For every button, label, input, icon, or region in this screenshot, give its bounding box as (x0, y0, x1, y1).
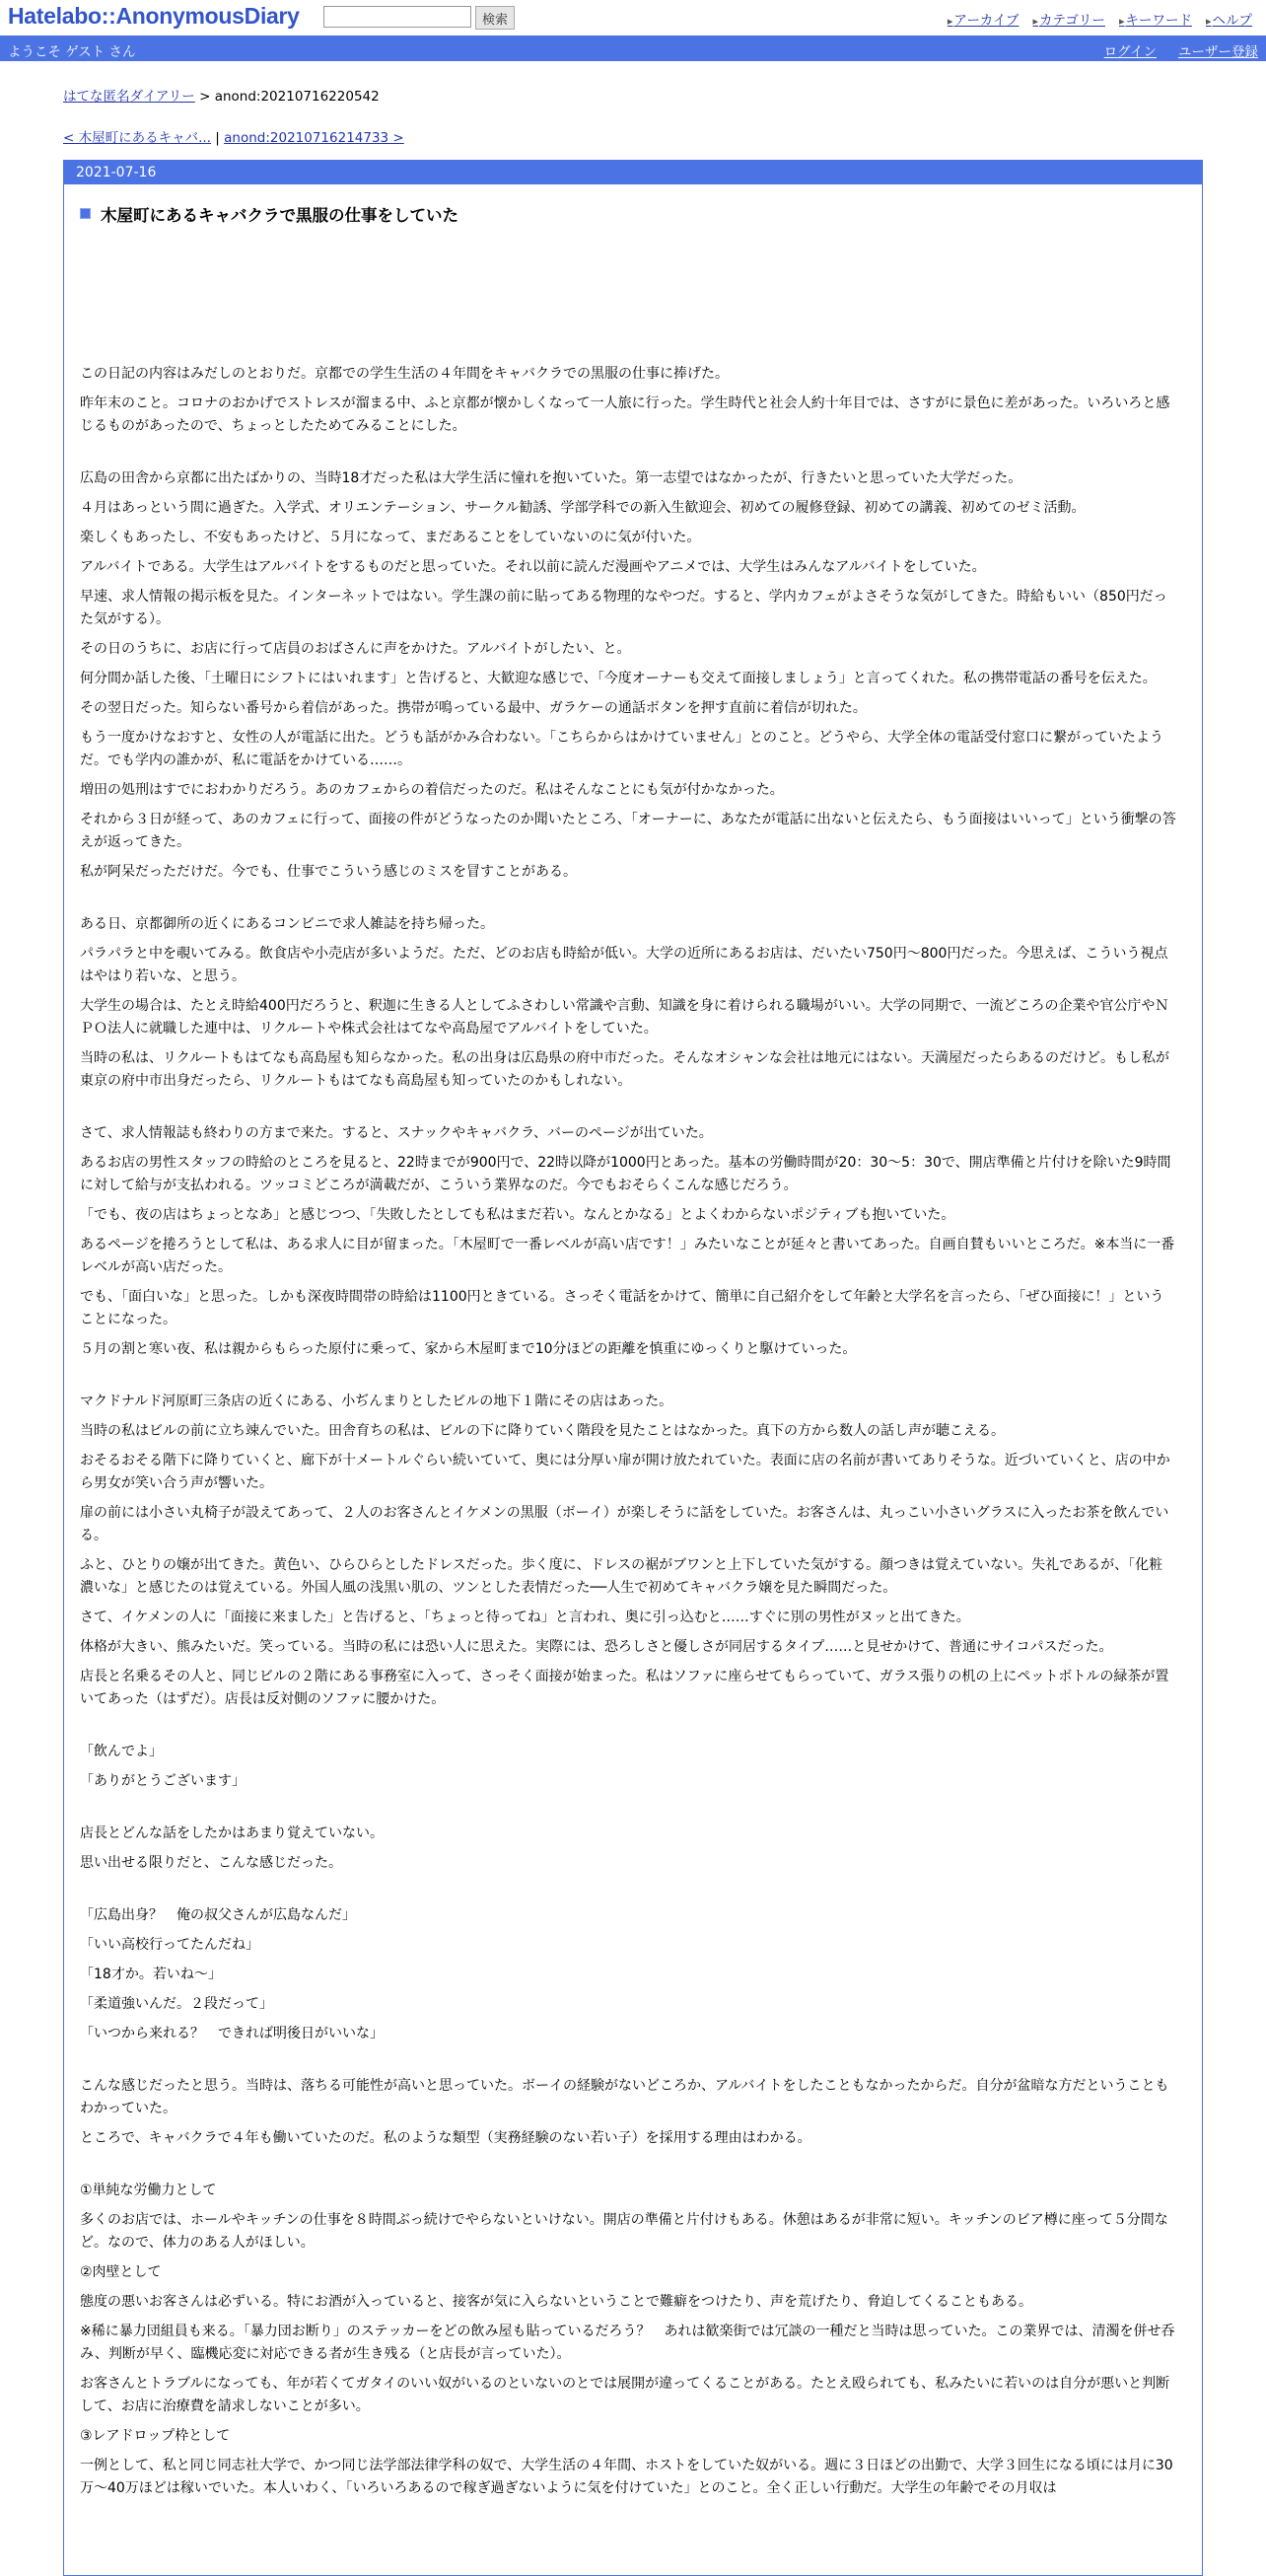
entry-paragraph: その翌日だった。知らない番号から着信があった。携帯が鳴っている最中、ガラケーの通話ボタンを押す直前に着信が切れた。 (80, 700, 867, 716)
entry-paragraph: ※稀に暴力団組員も来る。「暴力団お断り」のステッカーをどの飲み屋も貼っているだろう？ あれは歓楽街では冗談の一種だと当時は思っていた。この業界では、清濁を併せ呑み、判断が早く、臨機応変に対応できる者が生き残る（と店長が言っていた）。 (80, 2324, 1175, 2362)
entry-title-text: 木屋町にあるキャバクラで黒服の仕事をしていた (101, 206, 458, 225)
breadcrumb-current: anond:20210716220542 (214, 89, 380, 105)
entry-paragraph: 私が阿呆だっただけだ。今でも、仕事でこういう感じのミスを冒すことがある。 (80, 864, 577, 880)
entry-paragraph: この日記の内容はみだしのとおりだ。京都での学生生活の４年間をキャバクラでの黒服の仕事に捧げた。 (80, 366, 729, 382)
entry-paragraph: 昨年末のこと。コロナのおかげでストレスが溜まる中、ふと京都が懐かしくなって一人旅に行った。学生時代と社会人約十年目では、さすがに景色に差があった。いろいろと感じるものがあったので、ちょっとしたためてみることにした。 (80, 395, 1170, 434)
entry-paragraph: もう一度かけなおすと、女性の人が電話に出た。どうも話がかみ合わない。「こちらからはかけていません」とのこと。どうやら、大学全体の電話受付窓口に繋がっていたようだ。でも学内の誰かが、私に電話をかけている……。 (80, 730, 1163, 768)
entry-paragraph: 店長と名乗るその人と、同じビルの２階にある事務室に入って、さっそく面接が始まった。私はソファに座らせてもらっていて、ガラス張りの机の上にペットボトルの緑茶が置いてあった（はずだ）。店長は反対側のソファに腰かけた。 (80, 1669, 1169, 1707)
entry-paragraph: 体格が大きい、熊みたいだ。笑っている。当時の私には恐い人に思えた。実際には、恐ろしさと優しさが同居するタイプ……と見せかけて、普通にサイコパスだった。 (80, 1639, 1113, 1655)
entry-paragraph: ③レアドロップ枠として (80, 2428, 231, 2444)
entry-paragraph: ふと、ひとりの嬢が出てきた。黄色い、ひらひらとしたドレスだった。歩く度に、ドレスの裾がブワンと上下していた気がする。顔つきは覚えていない。失礼であるが、「化粧濃いな」と感じたのは覚えている。外国人風の浅黒い肌の、ツンとした表情だった──人生で初めてキャバクラ嬢を見た瞬間だった。 (80, 1557, 1163, 1596)
blank-line (80, 1800, 1176, 1823)
entry-paragraph: おそるおそる階下に降りていくと、廊下が十メートルぐらい続いていて、奥には分厚い扉が開け放たれていた。表面に店の名前が書いてありそうな。近づいていくと、店の中から男女が笑い合う声が響いた。 (80, 1453, 1170, 1491)
entry-paragraph: ５月の割と寒い夜、私は親からもらった原付に乗って、家から木屋町まで10分ほどの距離を慎重にゆっくりと駆けていった。 (80, 1341, 857, 1357)
pager-separator: | (210, 130, 225, 146)
entry-paragraph: 扉の前には小さい丸椅子が設えてあって、２人のお客さんとイケメンの黒服（ボーイ）が楽しそうに話をしていた。お客さんは、丸っこい小さいグラスに入ったお茶を飲んでいる。 (80, 1505, 1169, 1543)
site-logo[interactable]: Hatelabo::AnonymousDiary (8, 3, 300, 29)
nav-category-link[interactable]: ▸ カテゴリー (1032, 9, 1105, 29)
entry-paragraph: 大学生の場合は、たとえ時給400円だろうと、釈迦に生きる人としてふさわしい常識や言動、知識を身に着けられる職場がいい。大学の同期で、一流どころの企業や官公庁やＮＰＯ法人に就職した連中は、リクルートや株式会社はてなや高島屋でアルバイトをしていた。 (80, 998, 1169, 1037)
entry-paragraph: ②肉壁として (80, 2264, 162, 2280)
entry-paragraph: ある日、京都御所の近くにあるコンビニで求人雑誌を持ち帰った。 (80, 916, 494, 932)
blank-line (80, 2052, 1176, 2075)
nav-archive-link[interactable]: ▸ アーカイブ (948, 9, 1020, 29)
entry-paragraph: マクドナルド河原町三条店の近くにある、小ぢんまりとしたビルの地下１階にその店はあった。 (80, 1394, 673, 1409)
entry-paragraph: 店長とどんな話をしたかはあまり覚えていない。 (80, 1825, 384, 1841)
blank-line (80, 445, 1176, 467)
blank-line (80, 1100, 1176, 1122)
entry-paragraph: それから３日が経って、あのカフェに行って、面接の件がどうなったのか聞いたところ、「オーナーに、あなたが電話に出ないと伝えたら、もう面接はいいって」という衝撃の答えが返ってきた。 (80, 812, 1176, 850)
blank-line (80, 1882, 1176, 1904)
login-link[interactable]: ログイン (1103, 44, 1157, 60)
entry-paragraph: あるページを捲ろうとして私は、ある求人に目が留まった。「木屋町で一番レベルが高い店です！」みたいなことが延々と書いてあった。自画自賛もいいところだ。※本当に一番レベルが高い店だった。 (80, 1237, 1175, 1275)
entry-paragraph: さて、イケメンの人に「面接に来ました」と告げると、「ちょっと待ってね」と言われ、奥に引っ込むと……すぐに別の男性がヌッと出てきた。 (80, 1610, 970, 1625)
breadcrumb-home-link[interactable]: はてな匿名ダイアリー (63, 89, 195, 105)
entry-paragraph: 「ありがとうございます」 (80, 1773, 246, 1789)
entry-paragraph: こんな感じだったと思う。当時は、落ちる可能性が高いと思っていた。ボーイの経験がないどころか、アルバイトをしたこともなかったからだ。自分が盆暗な方だということもわかっていた。 (80, 2078, 1169, 2116)
entry-paragraph: 何分間か話した後、「土曜日にシフトにはいれます」と告げると、大歓迎な感じで、「今度オーナーも交えて面接しましょう」と言ってくれた。私の携帯電話の番号を伝えた。 (80, 671, 1157, 686)
entry-paragraph: パラパラと中を覗いてみる。飲食店や小売店が多いようだ。ただ、どのお店も時給が低い。大学の近所にあるお店は、だいたい750円～800円だった。今思えば、こういう視点はやはり若いな、と思う。 (80, 946, 1168, 984)
entry-paragraph: 楽しくもあったし、不安もあったけど、５月になって、まだあることをしていないのに気が付いた。 (80, 530, 701, 545)
entry-date: 2021-07-16 (64, 161, 1202, 184)
entry-paragraph: 「いつから来れる？ できれば明後日がいいな」 (80, 2026, 384, 2041)
header-nav (948, 9, 1252, 29)
blank-line (80, 1718, 1176, 1741)
entry-body (80, 363, 1176, 2507)
user-bar (0, 36, 1266, 61)
entry-paragraph: でも、「面白いな」と思った。しかも深夜時間帯の時給は1100円ときている。さっそく電話をかけて、簡単に自己紹介をして年齢と大学名を言ったら、「ぜひ面接に！」ということになった。 (80, 1289, 1164, 1327)
next-entry-link[interactable]: anond:20210716214733 > (224, 130, 404, 146)
breadcrumb (63, 85, 380, 105)
entry-paragraph: 「広島出身？ 俺の叔父さんが広島なんだ」 (80, 1907, 356, 1923)
prev-entry-link[interactable]: < 木屋町にあるキャバ... (63, 130, 211, 146)
blank-line (80, 2157, 1176, 2180)
entry-paragraph: お客さんとトラブルになっても、年が若くてガタイのいい奴がいるのといないのとでは展開が違ってくることがある。たとえ殴られても、私みたいに若いのは自分が悪いと判断して、お店に治療費を請求しないことが多い。 (80, 2376, 1170, 2414)
nav-keyword-link[interactable]: ▸ キーワード (1119, 9, 1192, 29)
welcome-text: ようこそ ゲスト さん (8, 44, 136, 60)
entry-paragraph: 「柔道強いんだ。２段だって」 (80, 1996, 273, 2012)
entry-paragraph: 広島の田舎から京都に出たばかりの、当時18才だった私は大学生活に憧れを抱いていた。第一志望ではなかったが、行きたいと思っていた大学だった。 (80, 470, 1022, 486)
entry-paragraph: 態度の悪いお客さんは必ずいる。特にお酒が入っていると、接客が気に入らないということで難癖をつけたり、声を荒げたり、脅迫してくることもある。 (80, 2294, 1032, 2310)
entry-paragraph: 増田の処刑はすでにおわかりだろう。あのカフェからの着信だったのだ。私はそんなことにも気が付かなかった。 (80, 782, 784, 798)
entry-paragraph: 多くのお店では、ホールやキッチンの仕事を８時間ぶっ続けでやらないといけない。開店の準備と片付けもある。休憩はあるが非常に短い。キッチンのビア樽に座って５分間など。なので、体力のある人がほしい。 (80, 2212, 1168, 2251)
diary-day (63, 160, 1203, 2576)
entry-paragraph: 「飲んでよ」 (80, 1744, 163, 1759)
entry-paragraph: ４月はあっという間に過ぎた。入学式、オリエンテーション、サークル勧誘、学部学科での新入生歓迎会、初めての履修登録、初めての講義、初めてのゼミ活動。 (80, 500, 1086, 516)
entry-paragraph: 早速、求人情報の掲示板を見た。インターネットではない。学生課の前に貼ってある物理的なやつだ。すると、学内カフェがよさそうな気がしてきた。時給もいい（850円だった気がする）。 (80, 589, 1167, 627)
square-bullet-icon[interactable] (80, 208, 91, 219)
entry-paragraph: 「でも、夜の店はちょっとなあ」と感じつつ、「失敗したとしても私はまだ若い。なんとかなる」とよくわからないポジティブも抱いていた。 (80, 1207, 955, 1223)
breadcrumb-separator: > (194, 89, 215, 105)
entry-paragraph: アルバイトである。大学生はアルバイトをするものだと思っていた。それ以前に読んだ漫画やアニメでは、大学生はみんなアルバイトをしていた。 (80, 559, 986, 575)
entry-paragraph: 一例として、私と同じ同志社大学で、かつ同じ法学部法律学科の奴で、大学生活の４年間、ホストをしていた奴がいる。週に３日ほどの出勤で、大学３回生になる頃には月に30万～40万ほどは稼いでいた。本人いわく、「いろいろあるので稼ぎ過ぎないように気を付けていた」とのこと。全く正しい行動だ。大学生の年齢でその月収は (80, 2458, 1173, 2496)
entry-paragraph: 「18才か。若いね～」 (80, 1967, 222, 1982)
entry-paragraph: 当時の私はビルの前に立ち竦んでいた。田舎育ちの私は、ビルの下に降りていく階段を見たことはなかった。真下の方から数人の話し声が聴こえる。 (80, 1423, 1005, 1439)
entry-paragraph: その日のうちに、お店に行って店員のおばさんに声をかけた。アルバイトがしたい、と。 (80, 641, 631, 657)
entry-title[interactable] (80, 202, 1202, 226)
entry-pager (63, 126, 404, 146)
blank-line (80, 1368, 1176, 1391)
nav-help-link[interactable]: ▸ ヘルプ (1206, 9, 1252, 29)
header (0, 0, 1266, 36)
entry-paragraph: ①単純な労働力として (80, 2182, 217, 2198)
entry-paragraph: 当時の私は、リクルートもはてなも高島屋も知らなかった。私の出身は広島県の府中市だった。そんなオシャンな会社は地元にはない。天満屋だったらあるのだけど。もし私が東京の府中市出身だったら、リクルートもはてなも高島屋も知っていたのかもしれない。 (80, 1050, 1170, 1089)
entry-paragraph: ところで、キャバクラで４年も働いていたのだ。私のような類型（実務経験のない若い子）を採用する理由はわかる。 (80, 2130, 811, 2146)
entry-paragraph: 思い出せる限りだと、こんな感じだった。 (80, 1855, 342, 1871)
entry-paragraph: 「いい高校行ってたんだね」 (80, 1937, 259, 1953)
blank-line (80, 891, 1176, 913)
search-input[interactable] (323, 6, 471, 28)
account-links (1104, 40, 1258, 60)
search-button[interactable]: 検索 (475, 6, 515, 30)
entry-paragraph: さて、求人情報誌も終わりの方まで来た。すると、スナックやキャバクラ、バーのページが出ていた。 (80, 1125, 713, 1141)
register-link[interactable]: ユーザー登録 (1178, 44, 1258, 60)
entry-paragraph: あるお店の男性スタッフの時給のところを見ると、22時までが900円で、22時以降が1000円とあった。基本の労働時間が20：30～5：30で、開店準備と片付けを除いた9時間に対して給与が支払われる。ツッコミどころが満載だが、こういう業界なのだ。今でもおそらくこんな感じだろう。 (80, 1155, 1171, 1193)
